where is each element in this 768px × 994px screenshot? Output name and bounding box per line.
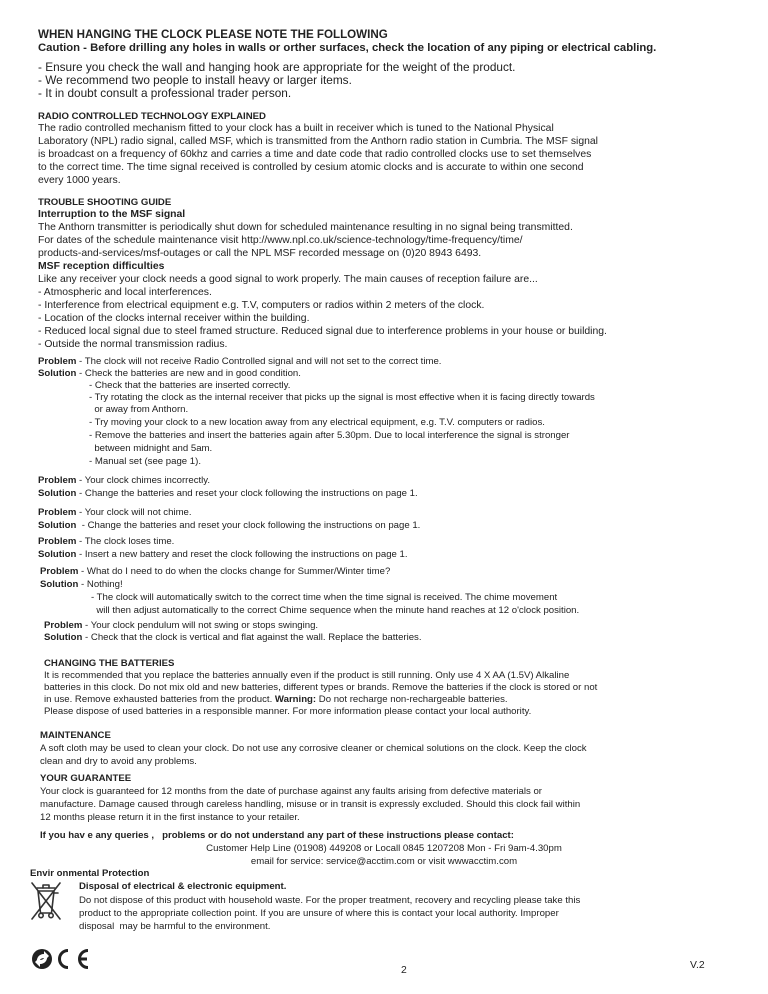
hanging-point: - We recommend two people to install heavy or larger items. — [38, 73, 352, 87]
solution-line: Solution - Check the batteries are new and in good condition. — [38, 368, 301, 379]
disposal-title: Disposal of electrical & electronic equipment. — [79, 881, 287, 892]
solution-line: Solution - Change the batteries and reset your clock following the instructions on page 1. — [38, 520, 421, 531]
reception-line: - Interference from electrical equipment e.g. T.V, computers or radios within 2 meters of the clock. — [38, 300, 485, 311]
solution-line: Solution - Nothing! — [40, 579, 123, 590]
interruption-line: For dates of the schedule maintenance visit http://www.npl.co.uk/science-technology/time-frequency/time/ — [38, 235, 523, 246]
solution-step: - Remove the batteries and insert the batteries again after 5.30pm. Due to local interference the signal is stronger — [89, 430, 570, 441]
batteries-line: in use. Remove exhausted batteries from the product. Warning: Do not recharge non-rechargeable batteries. — [44, 694, 508, 705]
maintenance-line: clean and dry to avoid any problems. — [40, 756, 197, 767]
hanging-title: WHEN HANGING THE CLOCK PLEASE NOTE THE FOLLOWING — [38, 28, 388, 41]
trouble-title: TROUBLE SHOOTING GUIDE — [38, 197, 172, 208]
solution-line: Solution - Change the batteries and reset your clock following the instructions on page 1. — [38, 488, 418, 499]
radio-line: to the correct time. The time signal received is controlled by cesium atomic clocks and is accurate to within one second — [38, 162, 584, 173]
helpline: Customer Help Line (01908) 449208 or Locall 0845 1207208 Mon - Fri 9am-4.30pm — [206, 843, 562, 854]
page-number: 2 — [401, 965, 407, 976]
batteries-title: CHANGING THE BATTERIES — [44, 658, 175, 669]
reception-title: MSF reception difficulties — [38, 261, 165, 272]
guarantee-title: YOUR GUARANTEE — [40, 773, 132, 784]
version-label: V.2 — [690, 960, 705, 971]
service-email: email for service: service@acctim.com or visit wwwacctim.com — [250, 856, 518, 867]
guarantee-line: manufacture. Damage caused through careless handling, misuse or in transit is expressly excluded. Should this clock fail within — [40, 799, 581, 810]
reception-line: - Location of the clocks internal receiver within the building. — [38, 313, 310, 324]
interruption-line: products-and-services/msf-outages or call the NPL MSF recorded message on (0)20 8943 6493. — [38, 248, 482, 259]
radio-title: RADIO CONTROLLED TECHNOLOGY EXPLAINED — [38, 111, 266, 122]
caution-line: Caution - Before drilling any holes in walls or orther surfaces, check the location of any piping or electrical cabling. — [38, 42, 657, 54]
problem-line: Problem - Your clock will not chime. — [38, 507, 192, 518]
radio-line: The radio controlled mechanism fitted to your clock has a built in receiver which is tuned to the National Physical — [38, 123, 554, 134]
recycle-icon — [32, 949, 52, 969]
problem-line: Problem - The clock will not receive Radio Controlled signal and will not set to the correct time. — [38, 356, 442, 367]
hanging-point: - Ensure you check the wall and hanging hook are appropriate for the weight of the product. — [38, 60, 516, 74]
problem-line: Problem - Your clock chimes incorrectly. — [38, 475, 211, 486]
radio-line: is broadcast on a frequency of 60khz and carries a time and date code that radio controlled clocks use to set themselves — [38, 149, 592, 160]
solution-step: - Check that the batteries are inserted correctly. — [89, 380, 291, 391]
batteries-line: Please dispose of used batteries in a responsible manner. For more information please contact your local authority. — [44, 706, 532, 717]
reception-line: - Reduced local signal due to steel framed structure. Reduced signal due to interference problems in your house or building. — [38, 326, 607, 337]
interruption-title: Interruption to the MSF signal — [38, 209, 186, 220]
compliance-marks — [30, 946, 94, 972]
crossed-out-wheelie-bin-icon — [26, 879, 66, 923]
solution-step: - Manual set (see page 1). — [89, 456, 201, 467]
maintenance-line: A soft cloth may be used to clean your clock. Do not use any corrosive cleaner or chemical solutions on the clock. Keep the clock — [40, 743, 587, 754]
solution-line: Solution - Check that the clock is vertical and flat against the wall. Replace the batteries. — [44, 632, 422, 643]
warning-label: Warning: — [274, 694, 317, 705]
maintenance-title: MAINTENANCE — [40, 730, 111, 741]
contact-queries: If you hav e any queries , problems or do not understand any part of these instructions please contact: — [40, 830, 514, 841]
guarantee-line: 12 months please return it in the first instance to your retailer. — [40, 812, 300, 823]
solution-step: - Try rotating the clock as the internal receiver that picks up the signal is most effective when it is facing directly towards — [89, 392, 595, 403]
interruption-line: The Anthorn transmitter is periodically shut down for scheduled maintenance resulting in no signal being transmitted. — [38, 222, 573, 233]
batteries-line: It is recommended that you replace the batteries annually even if the product is still running. Only use 4 X AA (1.5V) Alkaline — [44, 670, 570, 681]
disposal-line: Do not dispose of this product with household waste. For the proper treatment, recovery and recycling please take this — [79, 895, 581, 906]
solution-line: Solution - Insert a new battery and reset the clock following the instructions on page 1. — [38, 549, 408, 560]
radio-line: Laboratory (NPL) radio signal, called MSF, which is transmitted from the Anthorn radio station in Cumbria. The MSF signal — [38, 136, 598, 147]
ce-mark-icon — [60, 951, 89, 968]
hanging-point: - It in doubt consult a professional trader person. — [38, 86, 292, 100]
solution-step: will then adjust automatically to the correct Chime sequence when the minute hand reaches at 12 o'clock position. — [91, 605, 580, 616]
solution-step: - The clock will automatically switch to the correct time when the time signal is received. The chime movement — [91, 592, 558, 603]
problem-line: Problem - Your clock pendulum will not swing or stops swinging. — [44, 620, 319, 631]
guarantee-line: Your clock is guaranteed for 12 months from the date of purchase against any faults arising from defective materials or — [40, 786, 542, 797]
reception-line: - Outside the normal transmission radius. — [38, 339, 228, 350]
disposal-line: product to the appropriate collection point. If you are unsure of where this is contact your local authority. Improper — [79, 908, 559, 919]
batteries-line: batteries in this clock. Do not mix old and new batteries, different types or brands. Remove the batteries if the clock is stored or not — [44, 682, 598, 693]
solution-step: between midnight and 5am. — [89, 443, 213, 454]
radio-line: every 1000 years. — [38, 175, 121, 186]
disposal-line: disposal may be harmful to the environment. — [79, 921, 271, 932]
problem-line: Problem - What do I need to do when the clocks change for Summer/Winter time? — [40, 566, 391, 577]
problem-line: Problem - The clock loses time. — [38, 536, 175, 547]
solution-step: or away from Anthorn. — [89, 404, 189, 415]
environment-title: Envir onmental Protection — [30, 868, 150, 879]
reception-line: - Atmospheric and local interferences. — [38, 287, 212, 298]
solution-step: - Try moving your clock to a new location away from any electrical equipment, e.g. T.V. computers or radios. — [89, 417, 545, 428]
reception-line: Like any receiver your clock needs a good signal to work properly. The main causes of reception failure are... — [38, 274, 538, 285]
